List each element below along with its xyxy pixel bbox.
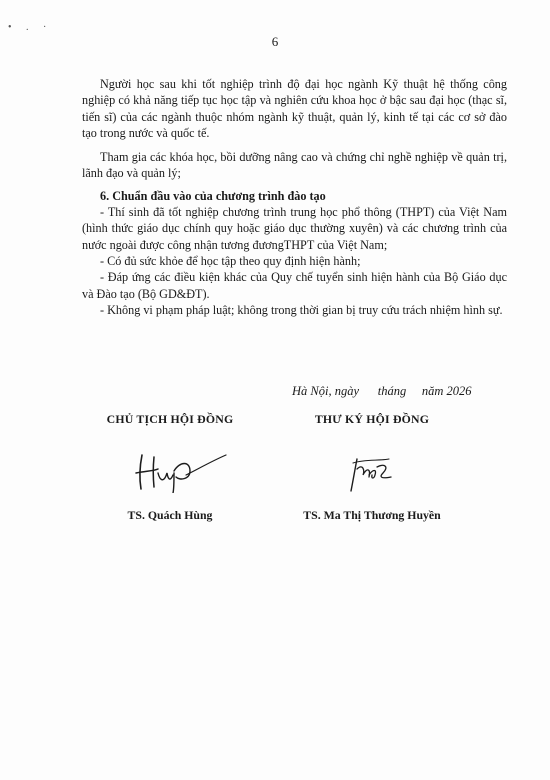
scan-corner-marks: • . ·	[8, 22, 53, 33]
page-number: 6	[271, 34, 279, 49]
paragraph-further-study: Người học sau khi tốt nghiệp trình độ đại học ngành Kỹ thuật hệ thống công nghiệp có khả năng tiếp tục học tập và nghiên cứu khoa học ở bậc sau đại học (thạc sĩ, tiến sĩ) của các ngành thuộc nhóm ngành kỹ thuật, quản lý, kinh tế tại các cơ sở đào tạo trong nước và quốc tế.	[82, 77, 507, 140]
signature-block-secretary	[272, 412, 472, 522]
signatory-name: TS. Ma Thị Thương Huyền	[303, 508, 441, 522]
handwritten-signature-secretary	[317, 455, 427, 493]
paragraph-professional-courses: Tham gia các khóa học, bồi dưỡng nâng cao và chứng chỉ nghề nghiệp về quản trị, lãnh đạo và quản lý;	[82, 150, 507, 181]
signatory-name: TS. Quách Hùng	[127, 508, 213, 522]
signature-block-chairman	[70, 412, 270, 522]
list-item-legal-status: - Không vi phạm pháp luật; không trong thời gian bị truy cứu trách nhiệm hình sự.	[100, 302, 503, 317]
handwritten-signature-chairman	[110, 449, 230, 493]
section-heading-admission-standards: 6. Chuẩn đầu vào của chương trình đào tạo	[100, 188, 326, 203]
signature-title: THƯ KÝ HỘI ĐỒNG	[314, 412, 430, 426]
list-item-health-requirement: - Có đủ sức khỏe để học tập theo quy định hiện hành;	[100, 253, 361, 268]
list-item-graduation-requirement: - Thí sinh đã tốt nghiệp chương trình trung học phổ thông (THPT) của Việt Nam (hình thức giáo dục chính quy hoặc giáo dục thường xuyên) và các chương trình của nước ngoài được công nhận tương đươngTHPT của Việt Nam;	[82, 205, 507, 252]
signature-title: CHỦ TỊCH HỘI ĐỒNG	[106, 412, 234, 426]
list-item-admission-regulation: - Đáp ứng các điều kiện khác của Quy chế tuyển sinh hiện hành của Bộ Giáo dục và Đào tạo (Bộ GD&ĐT).	[82, 270, 507, 301]
document-body	[82, 76, 507, 318]
date-line: Hà Nội, ngày tháng năm 2026	[292, 384, 472, 398]
